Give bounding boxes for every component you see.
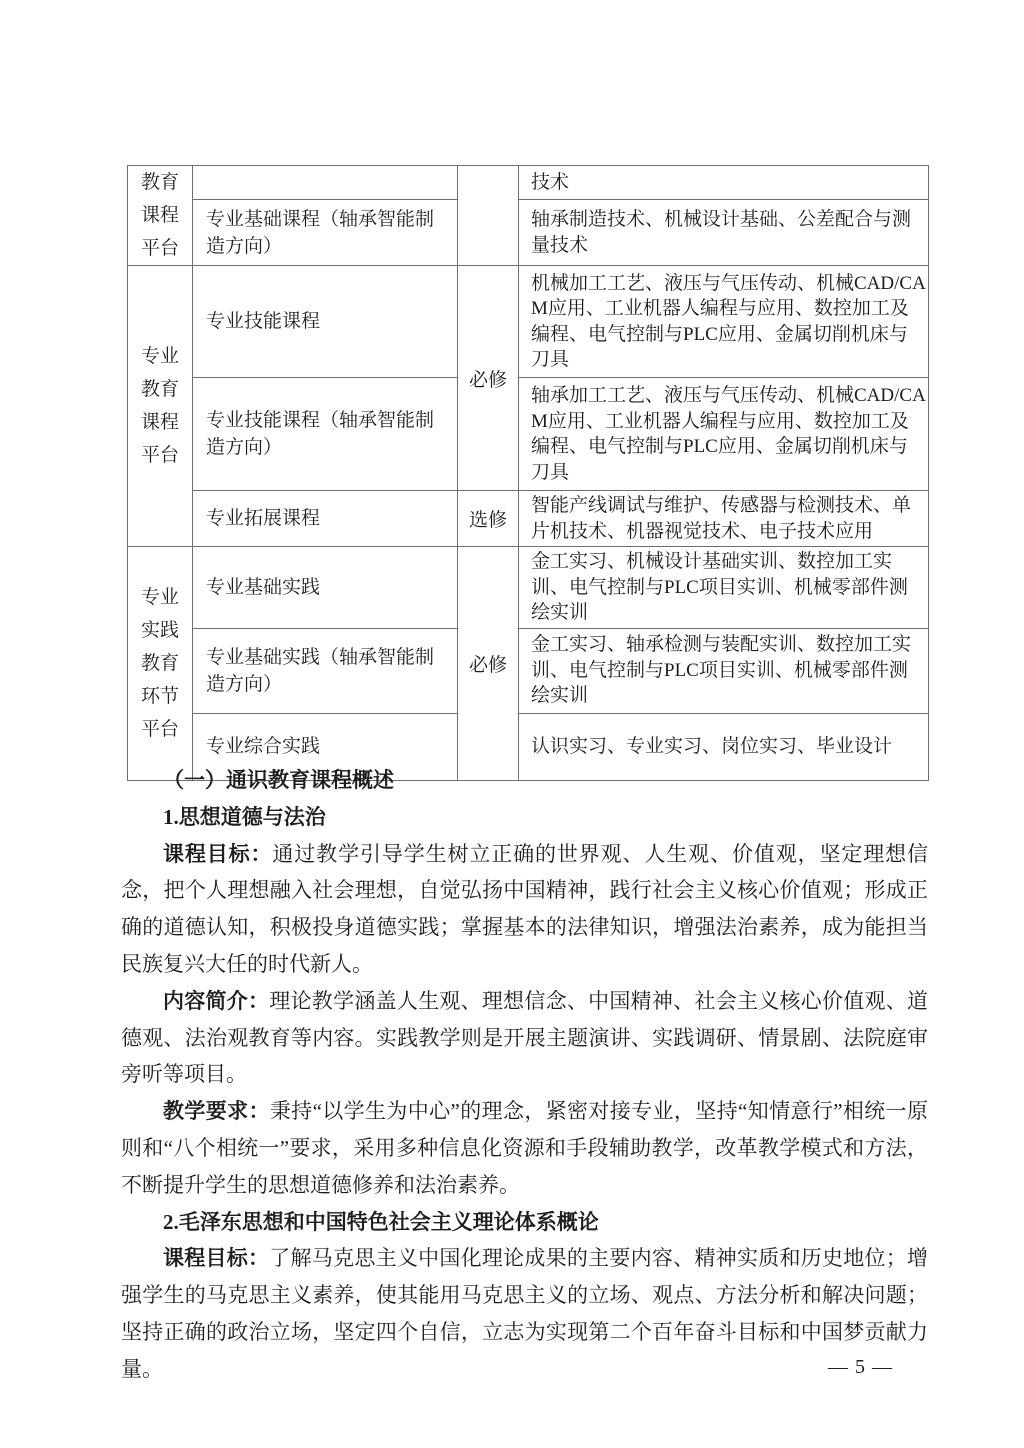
type-cell: 选修: [458, 491, 519, 547]
table-row: [128, 547, 929, 629]
table-row: [128, 166, 929, 200]
body-text: [121, 762, 928, 1388]
paragraph-label: 教学要求：: [163, 1099, 270, 1124]
course-cell: 专业基础实践（轴承智能制造方向）: [193, 628, 458, 713]
type-cell: 必修: [458, 547, 519, 781]
platform-cell: 专业教育课程平台: [128, 266, 193, 547]
course-cell: 专业基础实践: [193, 547, 458, 629]
content-cell: 机械加工工艺、液压与气压传动、机械CAD/CAM应用、工业机器人编程与应用、数控加工及编程、电气控制与PLC应用、金属切削机床与刀具: [519, 266, 929, 378]
paragraph-text: 通过教学引导学生树立正确的世界观、人生观、价值观，坚定理想信念，把个人理想融入社会理想，自觉弘扬中国精神，践行社会主义核心价值观；形成正确的道德认知，积极投身道德实践；掌握基本的法律知识，增强法治素养，成为能担当民族复兴大任的时代新人。: [121, 841, 929, 976]
paragraph-course1-intro: [121, 983, 928, 1093]
curriculum-table: [127, 165, 929, 781]
paragraph-label: 课程目标：: [163, 841, 273, 866]
page-number: — 5 —: [828, 1356, 893, 1378]
paragraph-label: 课程目标：: [163, 1246, 270, 1271]
content-cell: 认识实习、专业实习、岗位实习、毕业设计: [519, 713, 929, 780]
content-cell: 技术: [519, 166, 929, 200]
course-cell: 专业技能课程（轴承智能制造方向）: [193, 378, 458, 491]
content-cell: 金工实习、机械设计基础实训、数控加工实训、电气控制与PLC项目实训、机械零部件测绘实训: [519, 547, 929, 629]
course-heading-1: 1.思想道德与法治: [163, 804, 326, 829]
platform-cell: 专业实践教育环节平台: [128, 547, 193, 781]
course-cell: 专业拓展课程: [193, 491, 458, 547]
paragraph-label: 内容简介：: [163, 988, 270, 1013]
course-cell: 专业技能课程: [193, 266, 458, 378]
course-cell: [193, 166, 458, 200]
type-cell: 必修: [458, 266, 519, 491]
paragraph-course2-goal: [121, 1240, 928, 1387]
type-cell: [458, 166, 519, 266]
course-heading-2: 2.毛泽东思想和中国特色社会主义理论体系概论: [163, 1209, 599, 1234]
platform-cell: 教育课程平台: [128, 166, 193, 266]
paragraph-text: 了解马克思主义中国化理论成果的主要内容、精神实质和历史地位；增强学生的马克思主义素养，使其能用马克思主义的立场、观点、方法分析和解决问题；坚持正确的政治立场，坚定四个自信，立志为实现第二个百年奋斗目标和中国梦贡献力量。: [121, 1246, 929, 1381]
course-cell: 专业综合实践: [193, 713, 458, 780]
paragraph-course1-goal: [121, 836, 928, 983]
table-row: [128, 628, 929, 713]
overview-heading: （一）通识教育课程概述: [163, 768, 394, 792]
course-cell: 专业基础课程（轴承智能制造方向）: [193, 200, 458, 266]
content-cell: 轴承加工工艺、液压与气压传动、机械CAD/CAM应用、工业机器人编程与应用、数控加工及编程、电气控制与PLC应用、金属切削机床与刀具: [519, 378, 929, 491]
content-cell: 智能产线调试与维护、传感器与检测技术、单片机技术、机器视觉技术、电子技术应用: [519, 491, 929, 547]
table-row: [128, 266, 929, 378]
table-row: [128, 200, 929, 266]
paragraph-text: 秉持“以学生为中心”的理念，紧密对接专业，坚持“知情意行”相统一原则和“八个相统一”要求，采用多种信息化资源和手段辅助教学，改革教学模式和方法，不断提升学生的思想道德修养和法治素养。: [121, 1099, 929, 1197]
content-cell: 金工实习、轴承检测与装配实训、数控加工实训、电气控制与PLC项目实训、机械零部件测绘实训: [519, 628, 929, 713]
paragraph-text: 理论教学涵盖人生观、理想信念、中国精神、社会主义核心价值观、道德观、法治观教育等内容。实践教学则是开展主题演讲、实践调研、情景剧、法院庭审旁听等项目。: [121, 988, 929, 1087]
content-cell: 轴承制造技术、机械设计基础、公差配合与测量技术: [519, 200, 929, 266]
table-row: [128, 378, 929, 491]
paragraph-course1-requirement: [121, 1093, 928, 1203]
table-row: [128, 491, 929, 547]
